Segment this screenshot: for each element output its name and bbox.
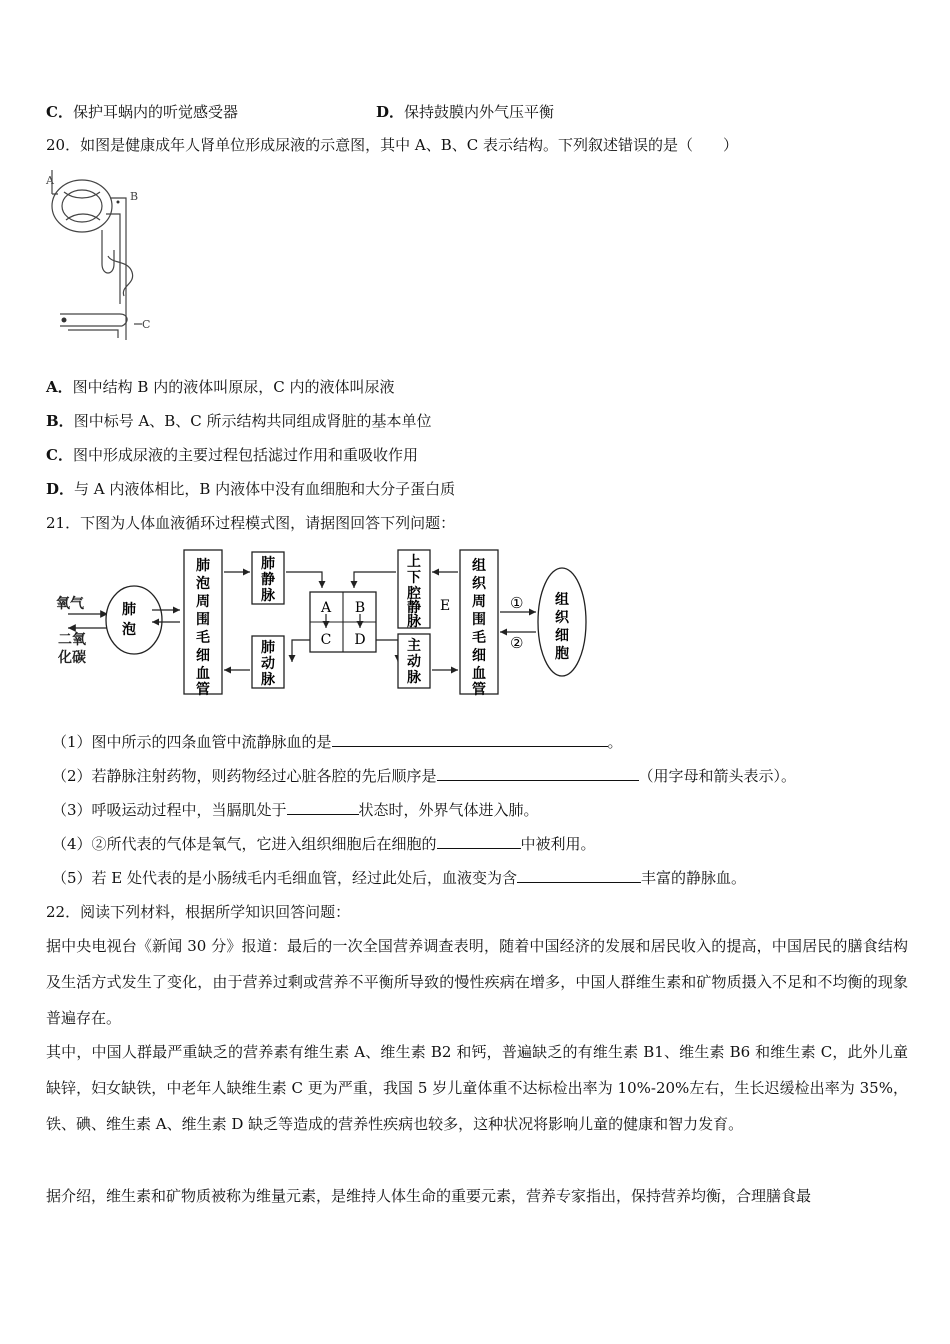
- svg-text:泡: 泡: [196, 576, 210, 592]
- option-text: 保护耳蜗内的听觉感受器: [72, 103, 238, 121]
- svg-text:毛: 毛: [196, 630, 210, 646]
- alveolus-label-1: 肺: [122, 602, 136, 618]
- marker-2: ②: [510, 634, 524, 652]
- svg-text:毛: 毛: [472, 630, 486, 646]
- q21-sub3: （3）呼吸运动过程中，当膈肌处于 状态时，外界气体进入肺。: [52, 801, 539, 819]
- q22-paragraph-1: 据中央电视台《新闻 30 分》报道：最后的一次全国营养调查表明，随着中国经济的发展和居民收入的提高，中国居民的膳食结构及生活方式发生了变化，由于营养过剩或营养不平衡所导致的慢性疾病在增多，中国人群维生素和矿物质摄入不足和不均衡的现象普遍存在。: [46, 937, 908, 1027]
- chamber-d: D: [354, 632, 366, 648]
- q21-sub5: （5）若 E 处代表的是小肠绒毛内毛细血管，经过此处后，血液变为含 丰富的静脉血。: [52, 869, 747, 887]
- option-label: D．: [376, 103, 405, 121]
- nephron-label-a: A: [46, 174, 54, 187]
- svg-text:脉: 脉: [261, 588, 275, 604]
- option-label: C．: [46, 446, 73, 464]
- q21-stem: 21．下图为人体血液循环过程模式图，请据图回答下列问题：: [46, 514, 456, 532]
- svg-text:脉: 脉: [407, 614, 421, 630]
- svg-text:围: 围: [196, 612, 210, 628]
- q20-option-b: [46, 411, 432, 431]
- q19-option-d: [376, 102, 554, 122]
- co2-label-2: 化碳: [58, 650, 86, 666]
- option-label: B．: [46, 412, 74, 430]
- svg-text:组: 组: [555, 592, 569, 608]
- chamber-a: A: [320, 600, 332, 616]
- answer-blank[interactable]: [437, 834, 521, 849]
- q22-stem: 22．阅读下列材料，根据所学知识回答问题：: [46, 903, 351, 921]
- option-label: D．: [46, 480, 75, 498]
- nephron-label-b: B: [130, 190, 139, 203]
- option-text: 保持鼓膜内外气压平衡: [404, 103, 555, 121]
- q21-sub2: （2）若静脉注射药物，则药物经过心脏各腔的先后顺序是 （用字母和箭头表示）。: [52, 767, 797, 785]
- q20-option-d: [46, 479, 455, 499]
- q20-option-a: [46, 377, 394, 397]
- q21-sub4: （4）②所代表的气体是氧气，它进入组织细胞后在细胞的 中被利用。: [52, 835, 596, 853]
- answer-blank[interactable]: [332, 732, 608, 747]
- option-label: A．: [46, 378, 73, 396]
- svg-text:细: 细: [555, 628, 569, 644]
- answer-blank[interactable]: [287, 800, 359, 815]
- svg-text:织: 织: [472, 576, 486, 592]
- nephron-figure: [44, 164, 156, 346]
- q21-sub1: （1）图中所示的四条血管中流静脉血的是 。: [52, 733, 623, 751]
- svg-text:上: 上: [407, 554, 421, 570]
- q22-paragraph-2: 其中，中国人群最严重缺乏的营养素有维生素 A、维生素 B2 和钙，普遍缺乏的有维生素 B1、维生素 B6 和维生素 C，此外儿童缺锌，妇女缺铁，中老年人缺维生素 C 更为严重，我国 5 岁儿童体重不达标检出率为 10%-20%左右，生长迟缓检出率为 35%，铁、碘、维生素 A、维生素 D 缺乏等造成的营养性疾病也较多，这种状况将影响儿童的健康和智力发育。: [46, 1043, 908, 1133]
- option-text: 图中形成尿液的主要过程包括滤过作用和重吸收作用: [72, 446, 418, 464]
- svg-text:脉: 脉: [261, 672, 275, 688]
- svg-text:周: 周: [196, 594, 210, 610]
- svg-text:血: 血: [196, 666, 210, 682]
- q19-option-c: [46, 102, 238, 122]
- nephron-label-c: C: [142, 318, 151, 331]
- svg-text:脉: 脉: [407, 670, 421, 686]
- q20-option-c: [46, 445, 418, 465]
- svg-text:动: 动: [261, 656, 275, 672]
- svg-text:细: 细: [196, 648, 210, 664]
- alveolus: [106, 586, 162, 654]
- circulation-diagram: [54, 544, 594, 702]
- svg-text:肺: 肺: [261, 556, 275, 572]
- svg-text:管: 管: [196, 682, 210, 698]
- svg-text:织: 织: [555, 610, 569, 626]
- e-label: E: [440, 598, 451, 614]
- q20-stem: 20．如图是健康成年人肾单位形成尿液的示意图，其中 A、B、C 表示结构。下列叙述错误的是（ ）: [46, 136, 738, 154]
- alveolus-label-2: 泡: [122, 622, 136, 638]
- option-label: C．: [46, 103, 73, 121]
- oxygen-label: 氧气: [56, 596, 84, 612]
- option-text: 图中标号 A、B、C 所示结构共同组成肾脏的基本单位: [73, 412, 432, 430]
- option-text: 图中结构 B 内的液体叫原尿，C 内的液体叫尿液: [72, 378, 395, 396]
- chamber-c: C: [320, 632, 332, 648]
- svg-text:静: 静: [407, 600, 421, 616]
- svg-text:组: 组: [472, 558, 486, 574]
- svg-text:细: 细: [472, 648, 486, 664]
- q22-paragraph-3: 据介绍，维生素和矿物质被称为维量元素，是维持人体生命的重要元素，营养专家指出，保持营养均衡，合理膳食最: [46, 1187, 812, 1205]
- marker-1: ①: [510, 594, 524, 612]
- svg-text:肺: 肺: [196, 558, 210, 574]
- chamber-b: B: [354, 600, 366, 616]
- svg-text:腔: 腔: [407, 586, 421, 602]
- svg-text:主: 主: [407, 638, 421, 654]
- svg-text:静: 静: [261, 572, 275, 588]
- svg-text:血: 血: [472, 666, 486, 682]
- answer-blank[interactable]: [437, 766, 639, 781]
- svg-text:管: 管: [472, 682, 486, 698]
- co2-label-1: 二氧: [58, 632, 86, 648]
- svg-text:动: 动: [407, 654, 421, 670]
- svg-text:周: 周: [472, 594, 486, 610]
- svg-text:下: 下: [407, 570, 421, 586]
- svg-text:胞: 胞: [555, 646, 569, 662]
- svg-text:围: 围: [472, 612, 486, 628]
- option-text: 与 A 内液体相比，B 内液体中没有血细胞和大分子蛋白质: [74, 480, 456, 498]
- answer-blank[interactable]: [517, 868, 641, 883]
- svg-text:肺: 肺: [261, 640, 275, 656]
